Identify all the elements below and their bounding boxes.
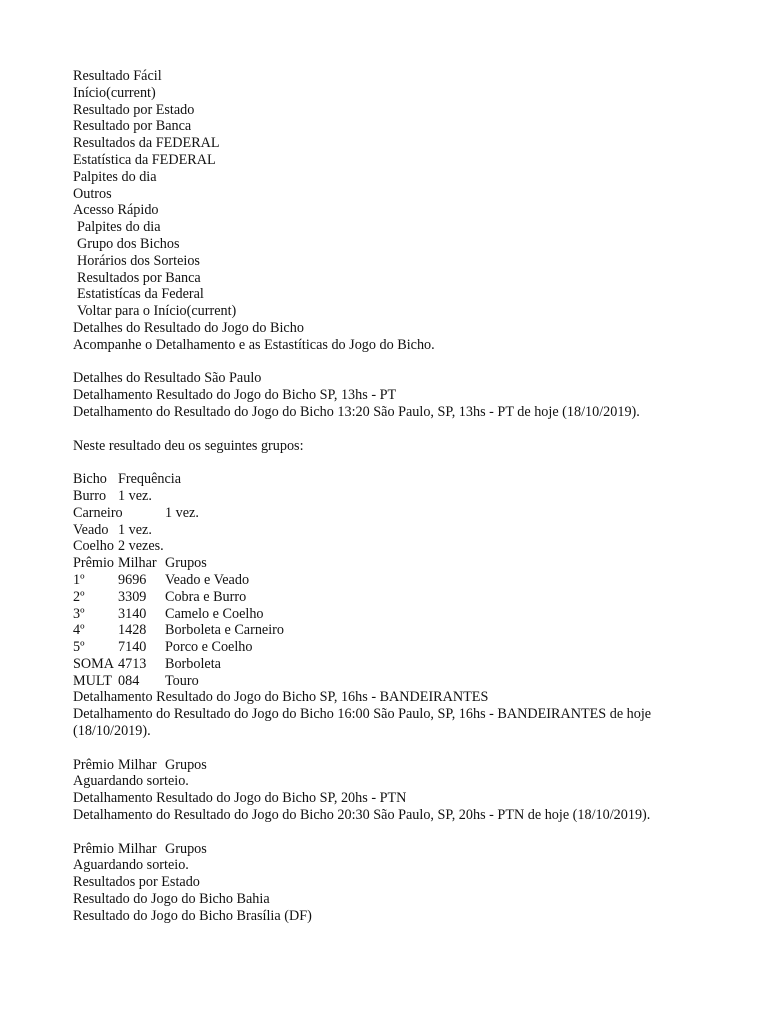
header-grupos: Grupos (165, 756, 207, 773)
premio-cell: 1º (73, 571, 85, 588)
prize-row (73, 606, 713, 623)
grupos-cell: Porco e Coelho (165, 639, 253, 656)
header-milhar: Milhar (118, 555, 157, 572)
milhar-cell: 4713 (118, 655, 147, 672)
prize-row (73, 656, 713, 673)
quick-link-estatisticas-federal[interactable]: Estatistícas da Federal (77, 286, 204, 303)
milhar-cell: 1428 (118, 622, 147, 639)
header-grupos: Grupos (165, 840, 207, 857)
header-frequencia: Frequência (118, 471, 182, 488)
prize-row (73, 622, 713, 639)
menu-item-resultados-federal[interactable]: Resultados da FEDERAL (73, 135, 220, 152)
frequency-row (73, 488, 713, 505)
draw-16hs-waiting: Aguardando sorteio. (73, 773, 189, 790)
draw-16hs-description: Detalhamento do Resultado do Jogo do Bicho 16:00 São Paulo, SP, 16hs - BANDEIRANTES de hoje (18/10/2019). (73, 706, 652, 740)
premio-cell: SOMA (73, 655, 114, 672)
bicho-cell: Coelho (73, 538, 114, 555)
menu-item-inicio[interactable]: Início(current) (73, 84, 156, 101)
bicho-cell: Carneiro (73, 504, 123, 521)
milhar-cell: 3309 (118, 588, 147, 605)
page-title: Detalhes do Resultado do Jogo do Bicho (73, 319, 304, 336)
frequency-row (73, 522, 713, 539)
milhar-cell: 9696 (118, 571, 147, 588)
milhar-cell: 3140 (118, 605, 147, 622)
grupos-cell: Borboleta e Carneiro (165, 622, 284, 639)
site-name-link[interactable]: Resultado Fácil (73, 68, 162, 84)
menu-item-outros[interactable]: Outros (73, 185, 112, 202)
grupos-cell: Camelo e Coelho (165, 605, 264, 622)
frequency-cell: 2 vezes. (118, 538, 164, 555)
prize-table-header (73, 555, 713, 572)
draw-13hs-description: Detalhamento do Resultado do Jogo do Bicho 13:20 São Paulo, SP, 13hs - PT de hoje (18/10/2019). (73, 403, 640, 420)
spacer (73, 454, 713, 471)
menu-item-estatistica-federal[interactable]: Estatística da FEDERAL (73, 151, 216, 168)
bicho-cell: Veado (73, 521, 109, 538)
quick-link-voltar-inicio[interactable]: Voltar para o Início(current) (77, 303, 237, 320)
sp-section-heading: Detalhes do Resultado São Paulo (73, 370, 262, 387)
spacer (73, 740, 713, 757)
bicho-cell: Burro (73, 487, 107, 504)
quick-link-horarios[interactable]: Horários dos Sorteios (77, 252, 200, 269)
prize-table-13hs (73, 555, 713, 689)
header-milhar: Milhar (118, 756, 157, 773)
header-premio: Prêmio (73, 840, 114, 857)
header-grupos: Grupos (165, 555, 207, 572)
spacer (73, 421, 713, 438)
grupos-cell: Cobra e Burro (165, 588, 247, 605)
quick-link-palpites[interactable]: Palpites do dia (77, 219, 161, 236)
grupos-cell: Touro (165, 672, 199, 689)
premio-cell: 5º (73, 639, 85, 656)
prize-table-16hs-header (73, 757, 713, 774)
menu-item-acesso-rapido[interactable]: Acesso Rápido (73, 202, 159, 219)
draw-13hs-title: Detalhamento Resultado do Jogo do Bicho SP, 13hs - PT (73, 387, 397, 404)
prize-row (73, 639, 713, 656)
page-subtitle: Acompanhe o Detalhamento e as Estastíticas do Jogo do Bicho. (73, 336, 435, 353)
quick-link-grupo-bichos[interactable]: Grupo dos Bichos (77, 235, 180, 252)
document-page (73, 68, 713, 925)
menu-item-resultado-por-estado[interactable]: Resultado por Estado (73, 101, 195, 118)
frequency-cell: 1 vez. (165, 504, 199, 521)
header-premio: Prêmio (73, 555, 114, 572)
prize-table-20hs-header (73, 841, 713, 858)
groups-intro: Neste resultado deu os seguintes grupos: (73, 437, 304, 454)
draw-20hs-waiting: Aguardando sorteio. (73, 857, 189, 874)
premio-cell: 3º (73, 605, 85, 622)
menu-item-palpites-do-dia[interactable]: Palpites do dia (73, 168, 157, 185)
draw-20hs-title: Detalhamento Resultado do Jogo do Bicho SP, 20hs - PTN (73, 790, 407, 807)
frequency-cell: 1 vez. (118, 521, 152, 538)
premio-cell: 2º (73, 588, 85, 605)
spacer (73, 354, 713, 371)
frequency-table-header (73, 471, 713, 488)
draw-20hs-description: Detalhamento do Resultado do Jogo do Bicho 20:30 São Paulo, SP, 20hs - PTN de hoje (18/10/2019). (73, 807, 651, 824)
header-bicho: Bicho (73, 471, 107, 488)
states-section-heading: Resultados por Estado (73, 874, 200, 891)
quick-link-resultados-banca[interactable]: Resultados por Banca (77, 269, 201, 286)
header-premio: Prêmio (73, 756, 114, 773)
frequency-row (73, 538, 713, 555)
milhar-cell: 084 (118, 672, 140, 689)
header-milhar: Milhar (118, 840, 157, 857)
spacer (73, 824, 713, 841)
frequency-table (73, 471, 713, 555)
premio-cell: MULT (73, 672, 112, 689)
grupos-cell: Veado e Veado (165, 571, 250, 588)
milhar-cell: 7140 (118, 639, 147, 656)
state-link-bahia[interactable]: Resultado do Jogo do Bicho Bahia (73, 891, 270, 908)
frequency-row (73, 505, 713, 522)
grupos-cell: Borboleta (165, 655, 221, 672)
prize-row (73, 572, 713, 589)
premio-cell: 4º (73, 622, 85, 639)
state-link-brasilia[interactable]: Resultado do Jogo do Bicho Brasília (DF) (73, 907, 312, 924)
frequency-cell: 1 vez. (118, 487, 152, 504)
prize-row (73, 673, 713, 690)
prize-row (73, 589, 713, 606)
menu-item-resultado-por-banca[interactable]: Resultado por Banca (73, 118, 192, 135)
draw-16hs-title: Detalhamento Resultado do Jogo do Bicho SP, 16hs - BANDEIRANTES (73, 689, 489, 706)
